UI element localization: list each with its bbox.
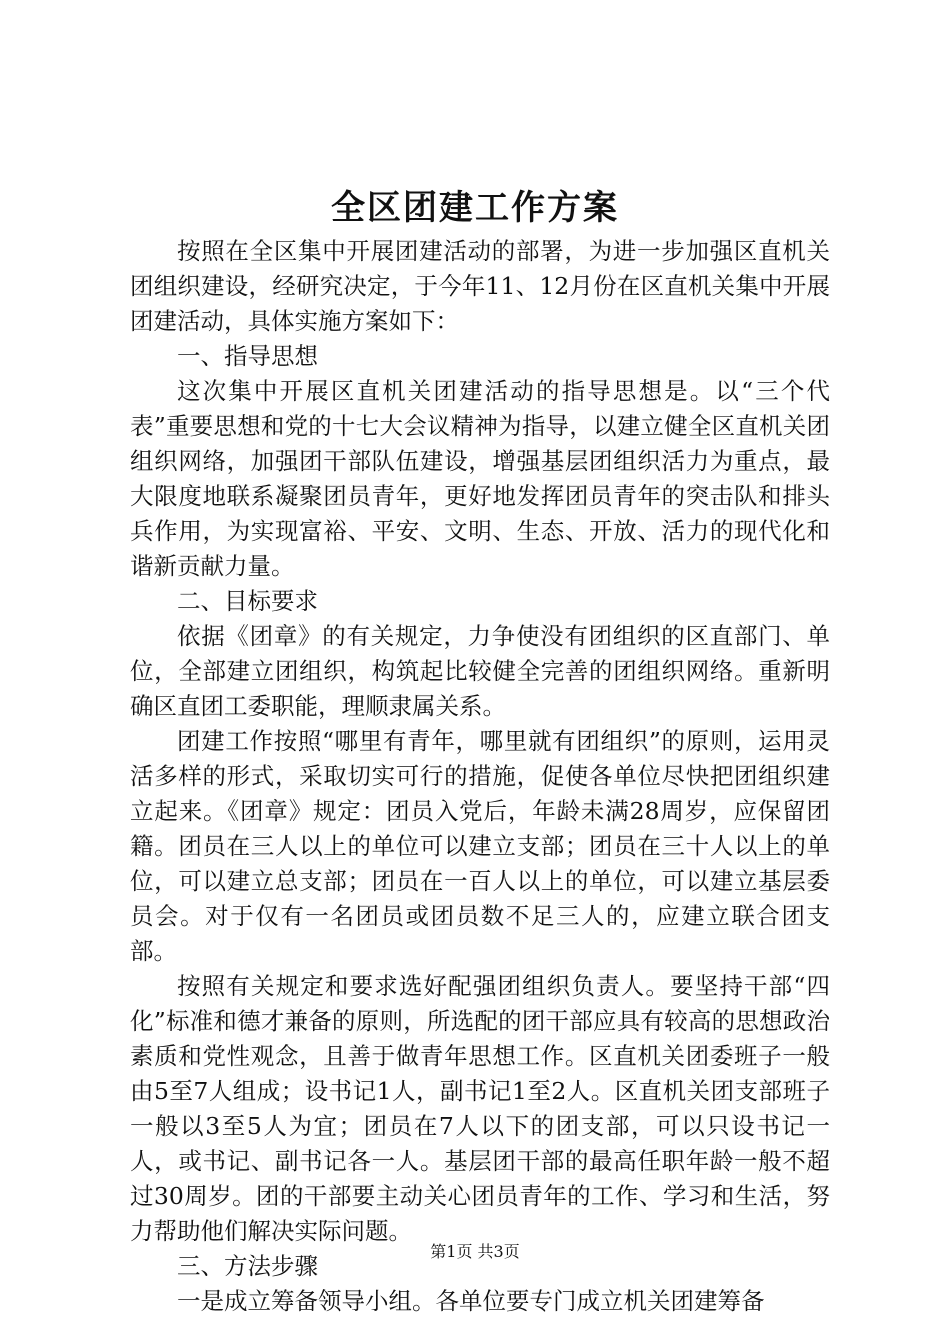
paragraph-goals-1: 依据《团章》的有关规定，力争使没有团组织的区直部门、单位，全部建立团组织，构筑起比较健全完善的团组织网络。重新明确区直团工委职能，理顺隶属关系。 xyxy=(130,622,830,720)
document-title: 全区团建工作方案 xyxy=(331,188,619,228)
paragraph-goals-2: 团建工作按照“哪里有青年，哪里就有团组织”的原则，运用灵活多样的形式，采取切实可行的措施，促使各单位尽快把团组织建立起来。《团章》规定：团员入党后，年龄未满28周岁，应保留团籍。团员在三人以上的单位可以建立支部；团员在三十人以上的单位，可以建立总支部；团员在一百人以上的单位，可以建立基层委员会。对于仅有一名团员或团员数不足三人的，应建立联合团支部。 xyxy=(130,727,830,965)
page-number-footer: 第1页 共3页 xyxy=(430,1242,520,1261)
document-body xyxy=(130,234,830,1319)
paragraph-methods-1: 一是成立筹备领导小组。各单位要专门成立机关团建筹备 xyxy=(177,1287,765,1315)
paragraph-guiding-thought: 这次集中开展区直机关团建活动的指导思想是。以“三个代表”重要思想和党的十七大会议精神为指导，以建立健全区直机关团组织网络，加强团干部队伍建设，增强基层团组织活力为重点，最大限度地联系凝聚团员青年，更好地发挥团员青年的突击队和排头兵作用，为实现富裕、平安、文明、生态、开放、活力的现代化和谐新贡献力量。 xyxy=(130,377,830,580)
paragraph-intro: 按照在全区集中开展团建活动的部署，为进一步加强区直机关团组织建设，经研究决定，于今年11、12月份在区直机关集中开展团建活动，具体实施方案如下： xyxy=(130,237,830,335)
section-heading-guiding-thought: 一、指导思想 xyxy=(177,342,318,370)
section-heading-methods: 三、方法步骤 xyxy=(177,1252,318,1280)
section-heading-goals: 二、目标要求 xyxy=(177,587,318,615)
paragraph-goals-3: 按照有关规定和要求选好配强团组织负责人。要坚持干部“四化”标准和德才兼备的原则，所选配的团干部应具有较高的思想政治素质和党性观念，且善于做青年思想工作。区直机关团委班子一般由5至7人组成；设书记1人，副书记1至2人。区直机关团支部班子一般以3至5人为宜；团员在7人以下的团支部，可以只设书记一人，或书记、副书记各一人。基层团干部的最高任职年龄一般不超过30周岁。团的干部要主动关心团员青年的工作、学习和生活，努力帮助他们解决实际问题。 xyxy=(130,972,830,1245)
